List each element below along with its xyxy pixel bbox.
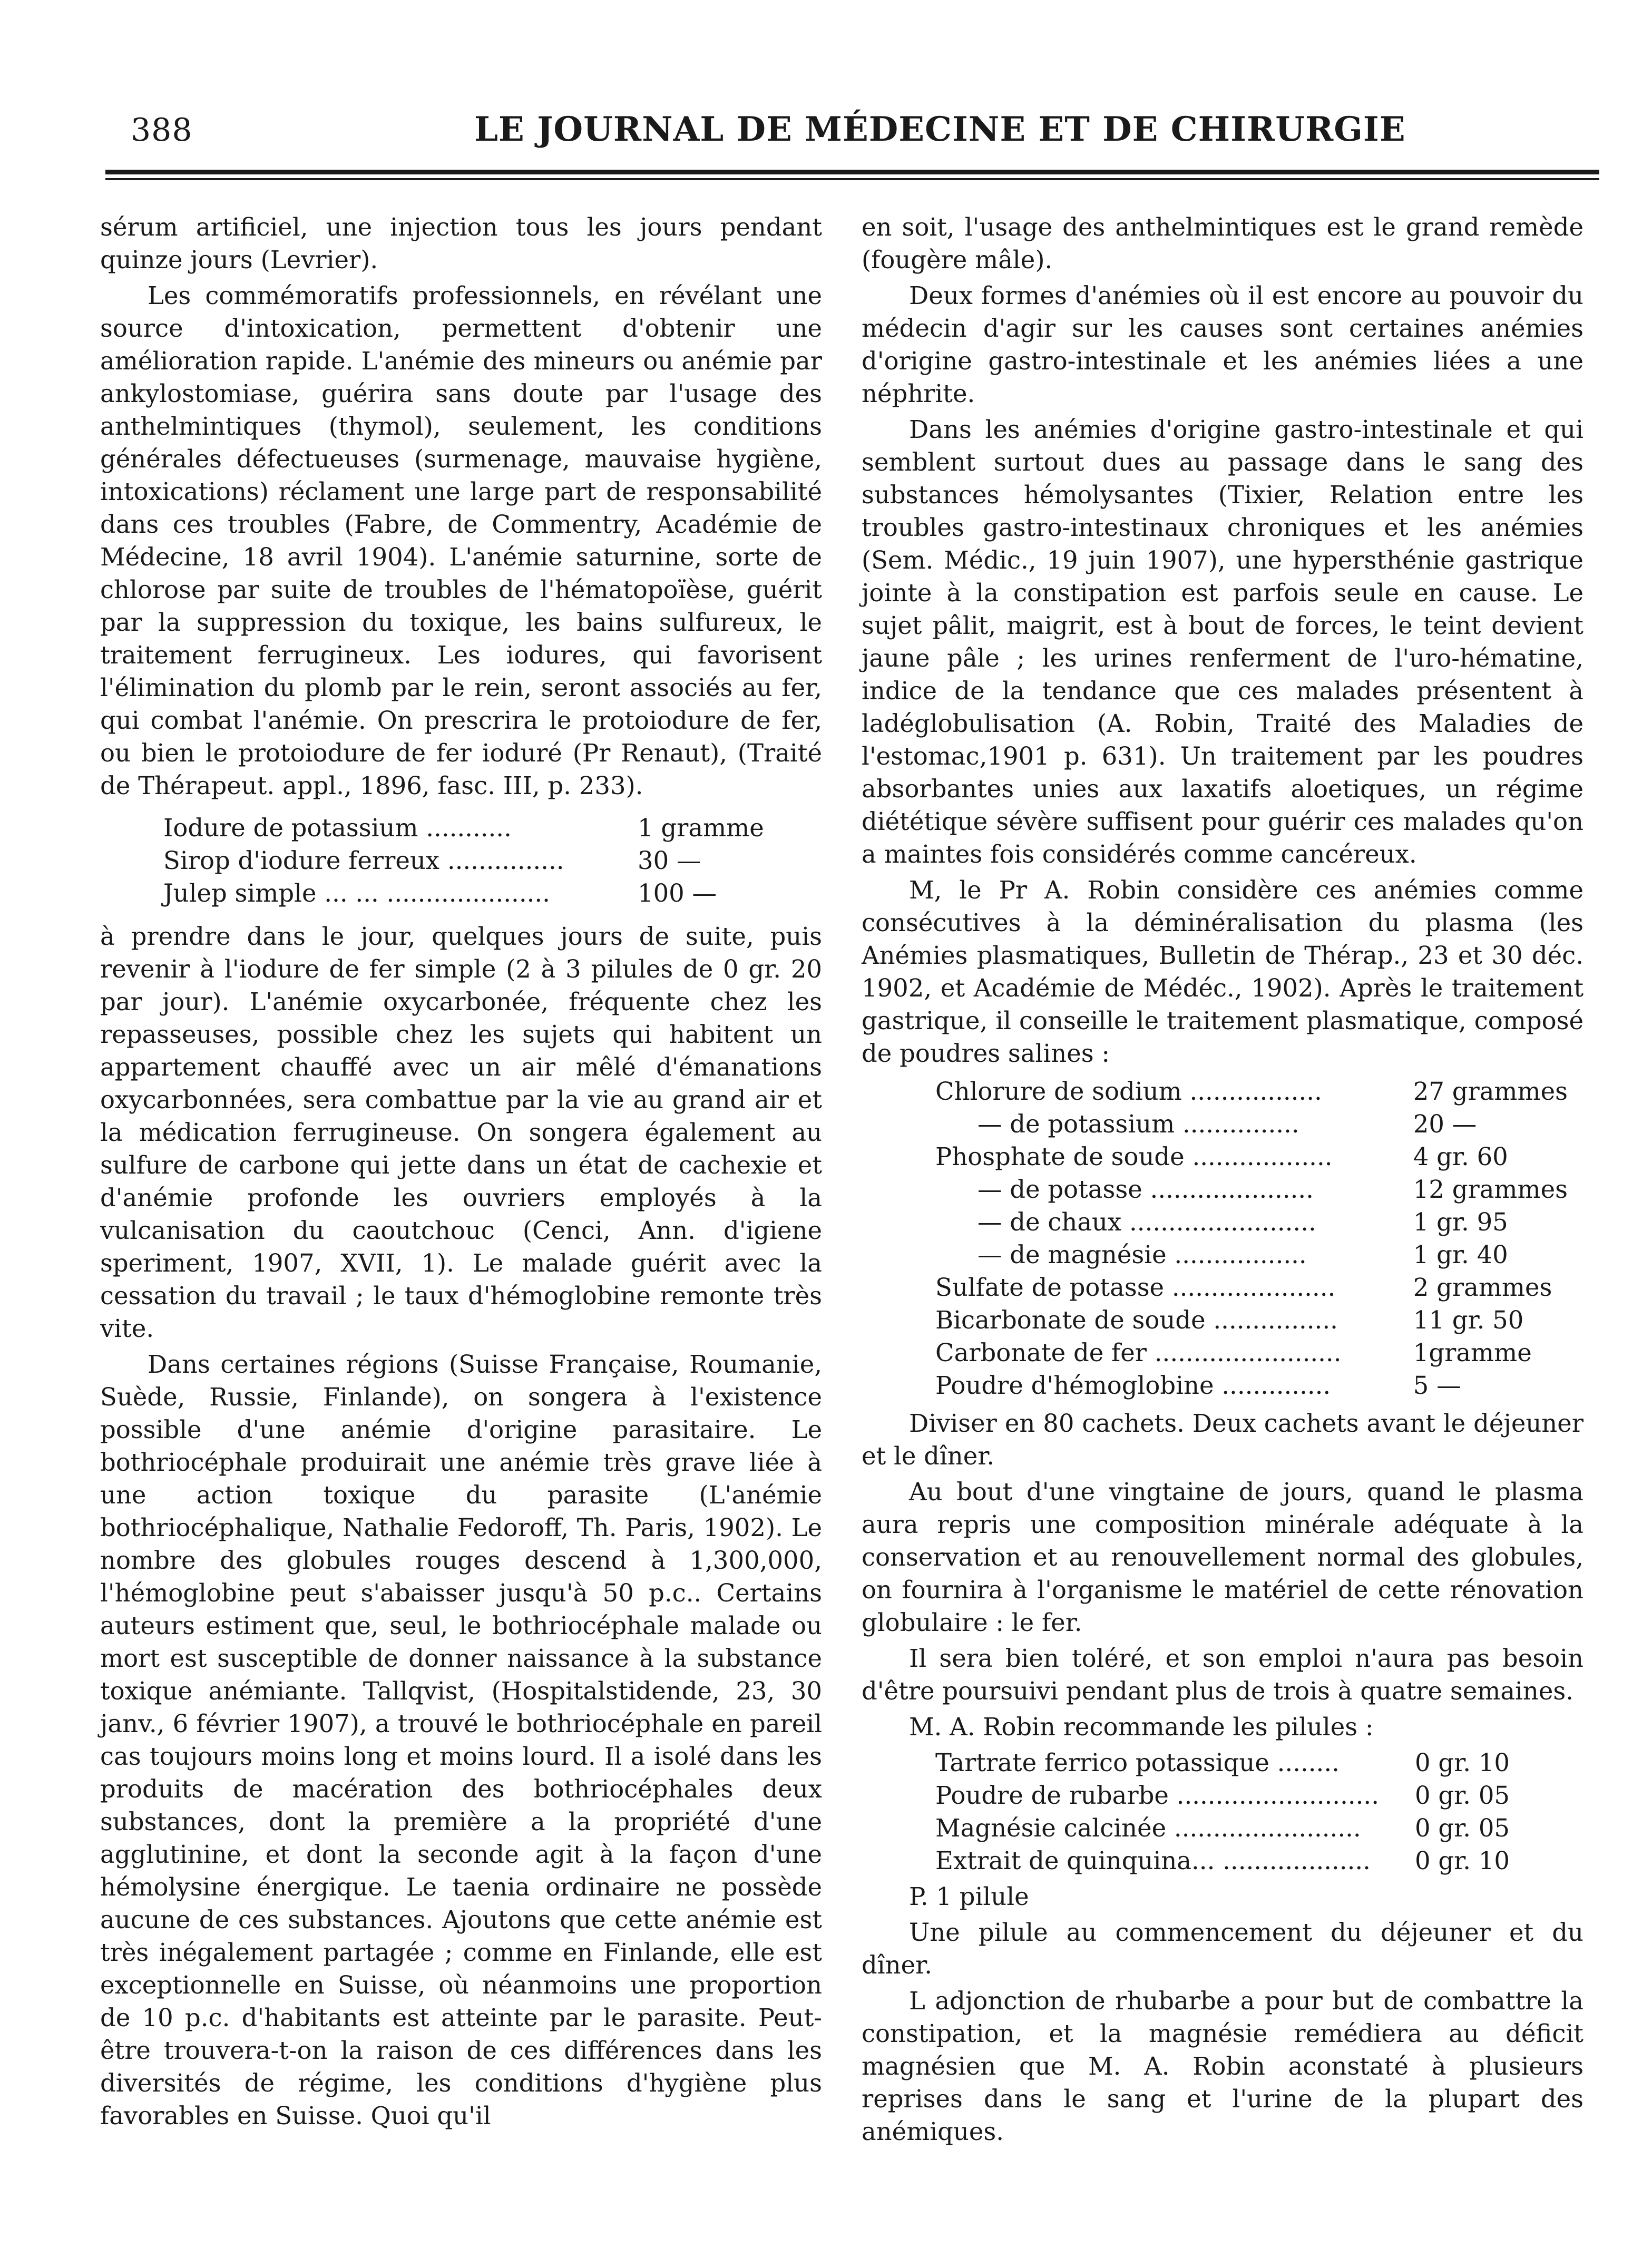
prescription-poudres-salines [935, 1075, 1568, 1402]
formula-row [163, 844, 785, 877]
paragraph: M. A. Robin recommande les pilules : [909, 1713, 1374, 1741]
prescription-iodure [163, 812, 785, 910]
ingredient-name: — de potassium ............... [977, 1110, 1299, 1138]
ingredient-name: Iodure de potassium ........... [163, 814, 512, 842]
header-rule-thick [105, 170, 1599, 174]
ingredient-amount: 30 — [638, 846, 701, 875]
formula-row [935, 1844, 1515, 1877]
paragraph: L adjonction de rhubarbe a pour but de combattre la constipation, et la magnésie remédiera au déficit magnésien que M. A. Robin aconstaté à plusieurs reprises dans le sang et l'urine de la plupart des anémiques. [862, 1987, 1583, 2146]
ingredient-amount: 4 gr. 60 [1413, 1142, 1508, 1171]
ingredient-amount: 0 gr. 05 [1415, 1814, 1510, 1842]
ingredient-name: Sulfate de potasse ..................... [935, 1273, 1336, 1302]
formula-row [935, 1304, 1568, 1336]
formula-row [935, 1206, 1568, 1238]
ingredient-amount: 2 grammes [1413, 1273, 1552, 1302]
formula-row [935, 1271, 1568, 1304]
paragraph: Au bout d'une vingtaine de jours, quand le plasma aura repris une composition minérale adéquate à la conservation et au renouvellement normal des globules, on fournira à l'organisme le matériel de cette rénovation globulaire : le fer. [862, 1478, 1583, 1637]
ingredient-amount: 1 gramme [638, 814, 764, 842]
formula-row [935, 1140, 1568, 1173]
formula-row [163, 877, 785, 910]
paragraph: Il sera bien toléré, et son emploi n'aura pas besoin d'être poursuivi pendant plus de trois à quatre semaines. [862, 1644, 1583, 1705]
paragraph: Diviser en 80 cachets. Deux cachets avant le déjeuner et le dîner. [862, 1409, 1583, 1470]
ingredient-amount: 0 gr. 10 [1415, 1846, 1510, 1875]
paragraph: à prendre dans le jour, quelques jours de suite, puis revenir à l'iodure de fer simple (2 à 3 pilules de 0 gr. 20 par jour). L'anémie oxycarbonée, fréquente chez les repasseuses, possible chez les sujets qui habitent un appartement chauffé avec un air mêlé d'émanations oxycarbonnées, sera combattue par la vie au grand air et la médication ferrugineuse. On songera également au sulfure de carbone qui jette dans un état de cachexie et d'anémie profonde les ouvriers employés à la vulcanisation du caoutchouc (Cenci, Ann. d'igiene speriment, 1907, XVII, 1). Le malade guérit avec la cessation du travail ; le taux d'hémoglobine remonte très vite. [100, 922, 822, 1343]
ingredient-amount: 5 — [1413, 1371, 1461, 1400]
paragraph: M, le Pr A. Robin considère ces anémies comme consécutives à la déminéralisation du plasma (les Anémies plasmatiques, Bulletin de Thérap., 23 et 30 déc. 1902, et Académie de Médéc., 1902). Après le traitement gastrique, il conseille le traitement plasmatique, composé de poudres salines : [862, 876, 1583, 1068]
formula-row [935, 1173, 1568, 1206]
ingredient-name: — de potasse ..................... [977, 1175, 1314, 1204]
ingredient-amount: 0 gr. 05 [1415, 1781, 1510, 1810]
ingredient-amount: 27 grammes [1413, 1077, 1568, 1106]
paragraph: sérum artificiel, une injection tous les jours pendant quinze jours (Levrier). [100, 213, 822, 274]
formula-row [935, 1812, 1515, 1844]
ingredient-amount: 11 gr. 50 [1413, 1306, 1524, 1334]
paragraph: Dans certaines régions (Suisse Française, Roumanie, Suède, Russie, Finlande), on songera à l'existence possible d'une anémie d'origine parasitaire. Le bothriocéphale produirait une anémie très grave liée à une action toxique du parasite (L'anémie bothriocéphalique, Nathalie Fedoroff, Th. Paris, 1902). Le nombre des globules rouges descend à 1,300,000, l'hémoglobine peut s'abaisser jusqu'à 50 p.c.. Certains auteurs estiment que, seul, le bothriocéphale malade ou mort est susceptible de donner naissance à la substance toxique anémiante. Tallqvist, (Hospitalstidende, 23, 30 janv., 6 février 1907), a trouvé le bothriocéphale en pareil cas toujours moins long et moins lourd. Il a isolé dans les produits de macération des bothriocéphales deux substances, dont la première a la propriété d'une agglutinine, et dont la seconde agit à la façon d'une hémolysine énergique. Le taenia ordinaire ne possède aucune de ces substances. Ajoutons que cette anémie est très inégalement partagée ; comme en Finlande, elle est exceptionnelle en Suisse, où néanmoins une proportion de 10 p.c. d'habitants est atteinte par le parasite. Peut-être trouvera-t-on la raison de ces différences dans les diversités de régime, les conditions d'hygiène plus favorables en Suisse. Quoi qu'il [100, 1350, 822, 2130]
formula-row [935, 1746, 1515, 1779]
page-number: 388 [131, 112, 193, 149]
ingredient-amount: 0 gr. 10 [1415, 1748, 1510, 1777]
ingredient-name: Phosphate de soude .................. [935, 1142, 1333, 1171]
ingredient-name: — de magnésie ................. [977, 1240, 1307, 1269]
formula-row [935, 1238, 1568, 1271]
right-column [862, 211, 1583, 2151]
formula-row [935, 1779, 1515, 1812]
paragraph: Dans les anémies d'origine gastro-intestinale et qui semblent surtout dues au passage dans le sang des substances hémolysantes (Tixier, Relation entre les troubles gastro-intestinaux chroniques et les anémies (Sem. Médic., 19 juin 1907), une hypersthénie gastrique jointe à la constipation est parfois seule en cause. Le sujet pâlit, maigrit, est à bout de forces, le teint devient jaune pâle ; les urines renferment de l'uro-hématine, indice de la tendance que ces malades présentent à ladéglobulisation (A. Robin, Traité des Maladies de l'estomac,1901 p. 631). Un traitement par les poudres absorbantes unies aux laxatifs aloetiques, un régime diététique sévère suffisent pour guérir ces malades qu'on a maintes fois considérés comme cancéreux. [862, 415, 1583, 868]
paragraph: Une pilule au commencement du déjeuner et du dîner. [862, 1918, 1583, 1979]
ingredient-name: Poudre de rubarbe .......................... [935, 1781, 1379, 1810]
ingredient-name: Julep simple ... ... ..................... [163, 879, 550, 907]
prescription-pilules [935, 1746, 1515, 1877]
ingredient-name: Sirop d'iodure ferreux ............... [163, 846, 564, 875]
ingredient-amount: 1gramme [1413, 1338, 1532, 1367]
formula-row [163, 812, 785, 844]
ingredient-name: Chlorure de sodium ................. [935, 1077, 1322, 1106]
ingredient-name: Extrait de quinquina... ................... [935, 1846, 1371, 1875]
header-rule-thin [105, 178, 1599, 180]
formula-footer: P. 1 pilule [909, 1882, 1029, 1911]
ingredient-amount: 1 gr. 95 [1413, 1208, 1508, 1236]
paragraph: Les commémoratifs professionnels, en révélant une source d'intoxication, permettent d'obtenir une amélioration rapide. L'anémie des mineurs ou anémie par ankylostomiase, guérira sans doute par l'usage des anthelmintiques (thymol), seulement, les conditions générales défectueuses (surmenage, mauvaise hygiène, intoxications) réclament une large part de responsabilité dans ces troubles (Fabre, de Commentry, Académie de Médecine, 18 avril 1904). L'anémie saturnine, sorte de chlorose par suite de troubles de l'hématopoïèse, guérit par la suppression du toxique, les bains sulfureux, le traitement ferrugineux. Les iodures, qui favorisent l'élimination du plomb par le rein, seront associés au fer, qui combat l'anémie. On prescrira le protoiodure de fer, ou bien le protoiodure de fer ioduré (Pr Renaut), (Traité de Thérapeut. appl., 1896, fasc. III, p. 233). [100, 281, 822, 800]
paragraph: Deux formes d'anémies où il est encore au pouvoir du médecin d'agir sur les causes sont certaines anémies d'origine gastro-intestinale et les anémies liées a une néphrite. [862, 281, 1583, 408]
ingredient-amount: 12 grammes [1413, 1175, 1568, 1204]
running-head: LE JOURNAL DE MÉDECINE ET DE CHIRURGIE [474, 110, 1406, 149]
ingredient-amount: 20 — [1413, 1110, 1477, 1138]
formula-row [935, 1108, 1568, 1140]
formula-row [935, 1369, 1568, 1402]
ingredient-name: Bicarbonate de soude ................ [935, 1306, 1338, 1334]
formula-row [935, 1075, 1568, 1108]
formula-row [935, 1336, 1568, 1369]
paragraph: en soit, l'usage des anthelmintiques est le grand remède (fougère mâle). [862, 213, 1583, 274]
ingredient-name: Poudre d'hémoglobine .............. [935, 1371, 1331, 1400]
ingredient-name: Tartrate ferrico potassique ........ [935, 1748, 1340, 1777]
ingredient-name: — de chaux ........................ [977, 1208, 1316, 1236]
ingredient-amount: 1 gr. 40 [1413, 1240, 1508, 1269]
ingredient-name: Carbonate de fer ........................ [935, 1338, 1342, 1367]
ingredient-amount: 100 — [638, 879, 717, 907]
left-column [100, 211, 822, 2135]
ingredient-name: Magnésie calcinée ........................ [935, 1814, 1361, 1842]
